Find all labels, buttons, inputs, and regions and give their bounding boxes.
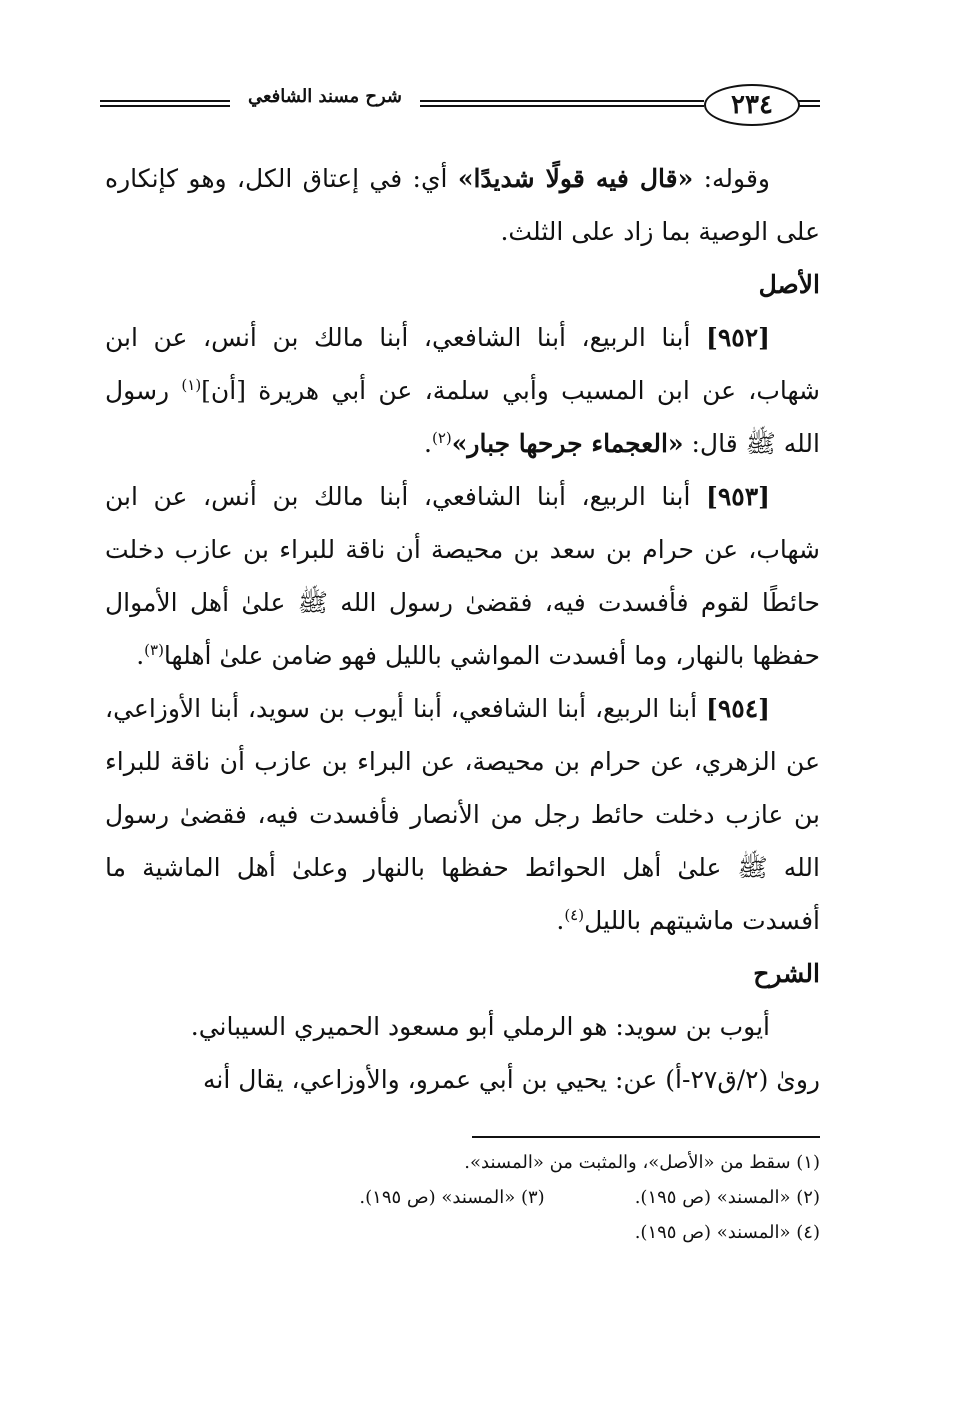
footnote-ref-1: (١) (181, 376, 202, 394)
footnote-line-3 (160, 1215, 820, 1250)
hadith-952-text-a: أبنا الربيع، أبنا الشافعي، أبنا مالك بن أنس، عن ابن شهاب، عن ابن المسيب وأبي سلمة، عن أبي هريرة [أن] (105, 323, 820, 405)
intro-paragraph (105, 152, 820, 258)
heading-asl: الأصل (758, 270, 820, 299)
sharh-line-2: روىٰ (٢/ق٢٧-أ) عن: يحيي بن أبي عمرو، والأوزاعي، يقال أنه (202, 1065, 820, 1094)
intro-prefix: وقوله: (693, 164, 770, 193)
intro-rest: أي: في إعتاق الكل، وهو كإنكاره على الوصية بما زاد على الثلث. (105, 164, 820, 246)
sharh-line-1: أيوب بن سويد: هو الرملي أبو مسعود الحميري السيباني. (190, 1012, 770, 1041)
running-title-box (230, 86, 420, 107)
footnote-ref-4: (٤) (564, 906, 585, 924)
heading-sharh: الشرح (753, 959, 820, 988)
hadith-953 (105, 470, 820, 682)
hadith-954-text: أبنا الربيع، أبنا الشافعي، أبنا أيوب بن سويد، أبنا الأوزاعي، عن الزهري، عن حرام بن محيصة، عن البراء بن عازب أن ناقة للبراء بن عازب دخلت حائط رجل من الأنصار فأفسدت فيه، فقضىٰ رسول الله ﷺ علىٰ أهل الحوائط حفظها بالنهار وعلىٰ أهل الماشية ما أفسدت ماشيتهم بالليل (105, 694, 820, 935)
footnote-ref-3: (٣) (144, 641, 164, 659)
footnote-separator (472, 1136, 820, 1138)
footnotes (160, 1145, 820, 1250)
hadith-953-number: [٩٥٣] (706, 482, 770, 511)
hadith-952-text-b: رسول الله ﷺ قال: (105, 376, 820, 458)
hadith-953-text: أبنا الربيع، أبنا الشافعي، أبنا مالك بن أنس، عن ابن شهاب، عن حرام بن سعد بن محيصة أن ناقة للبراء بن عازب دخلت حائطًا لقوم فأفسدت فيه، فقضىٰ رسول الله ﷺ علىٰ أهل الأموال حفظها بالنهار، وما أفسدت المواشي بالليل فهو ضامن علىٰ أهلها (105, 482, 820, 670)
footnote-line-1 (160, 1145, 820, 1180)
hadith-954 (105, 682, 820, 947)
main-text (105, 152, 820, 1106)
running-title: شرح مسند الشافعي (247, 86, 403, 107)
footnote-ref-2: (٢) (431, 429, 452, 447)
page-number: ٢٣٤ (704, 84, 800, 126)
hadith-952-end: . (424, 429, 432, 458)
footnote-2: (٢) «المسند» (ص ١٩٥). (634, 1187, 820, 1208)
footnote-3: (٣) «المسند» (ص ١٩٥). (359, 1187, 545, 1208)
hadith-952 (105, 311, 820, 470)
hadith-953-end: . (136, 641, 145, 670)
hadith-952-number: [٩٥٢] (706, 323, 770, 352)
hadith-954-number: [٩٥٤] (706, 694, 770, 723)
footnote-4: (٤) «المسند» (ص ١٩٥). (634, 1222, 820, 1243)
footnote-line-2 (160, 1180, 820, 1215)
intro-quote: «قال فيه قولًا شديدًا» (457, 164, 694, 193)
footnote-1: (١) سقط من «الأصل»، والمثبت من «المسند». (464, 1152, 820, 1173)
hadith-952-quote: «العجماء جرحها جبار» (451, 429, 684, 458)
hadith-954-end: . (556, 906, 565, 935)
page-header (100, 80, 820, 128)
